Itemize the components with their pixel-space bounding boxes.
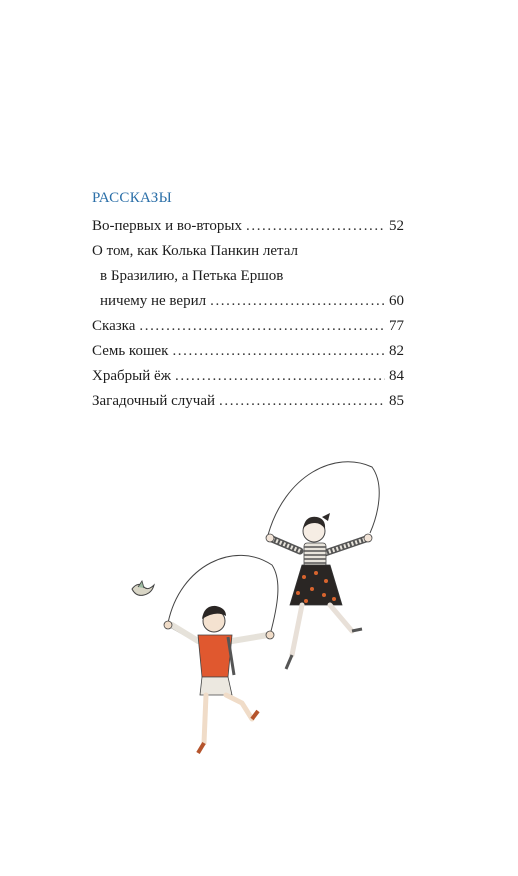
toc-entry-line	[92, 268, 404, 293]
toc-entry	[92, 293, 404, 318]
boy-figure	[164, 606, 274, 753]
section-heading: РАССКАЗЫ	[92, 190, 172, 206]
toc-leader-dots	[172, 343, 385, 360]
toc-entry-title: Сказка	[92, 318, 136, 334]
table-of-contents	[92, 218, 404, 418]
toc-entry-page: 52	[389, 218, 404, 234]
toc-leader-dots	[246, 218, 385, 235]
toc-leader-dots	[139, 318, 385, 335]
toc-entry	[92, 343, 404, 368]
toc-entry-page: 77	[389, 318, 404, 334]
toc-entry	[92, 218, 404, 243]
toc-entry-title: Во-первых и во-вторых	[92, 218, 242, 234]
toc-entry	[92, 368, 404, 393]
toc-entry-line	[92, 243, 404, 268]
toc-entry-title: Храбрый ёж	[92, 368, 171, 384]
toc-entry-page: 82	[389, 343, 404, 359]
toc-entry-title: Семь кошек	[92, 343, 169, 359]
children-jump-rope-illustration	[120, 455, 390, 760]
toc-entry-title-line: О том, как Колька Панкин летал	[92, 243, 299, 259]
toc-entry-title-line: в Бразилию, а Петька Ершов	[100, 268, 284, 284]
bird-icon	[132, 581, 154, 595]
toc-entry-title: Загадочный случай	[92, 393, 216, 409]
toc-entry-page: 85	[389, 393, 404, 409]
toc-leader-dots	[210, 293, 385, 310]
toc-entry-page: 84	[389, 368, 404, 384]
toc-entry	[92, 393, 404, 418]
toc-entry	[92, 318, 404, 343]
toc-entry-title-line: ничему не верил	[100, 293, 207, 309]
toc-entry-page: 60	[389, 293, 404, 309]
girl-figure	[266, 513, 372, 669]
toc-leader-dots	[219, 393, 385, 410]
toc-leader-dots	[175, 368, 385, 385]
